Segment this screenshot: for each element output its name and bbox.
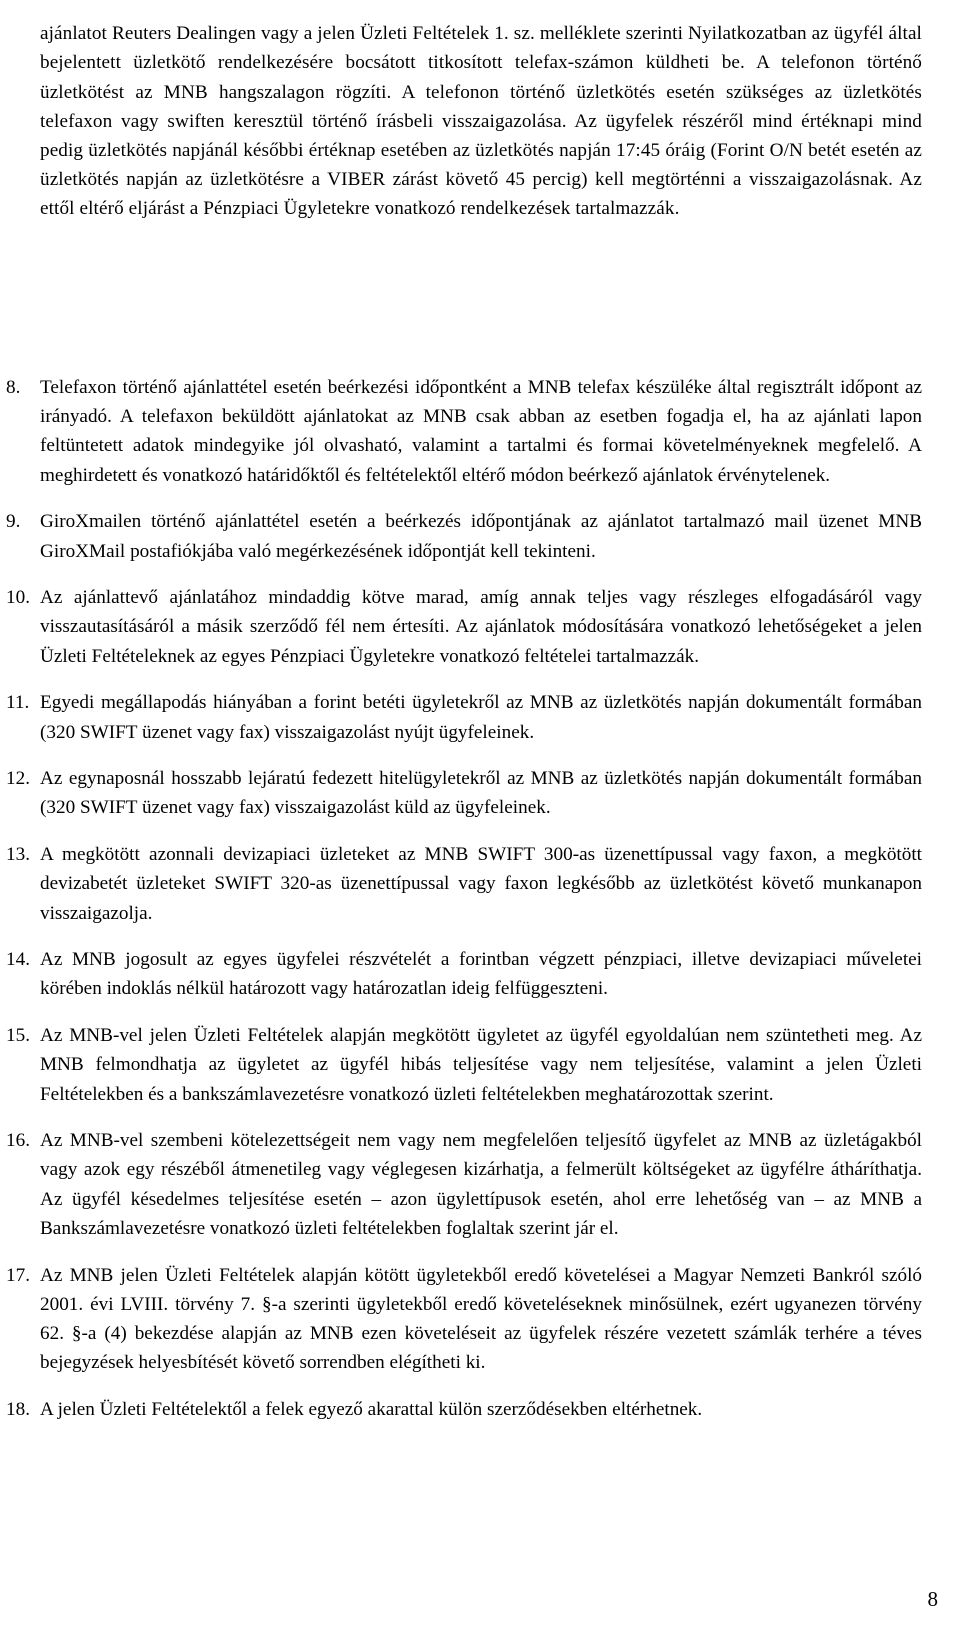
item-text: Az MNB jelen Üzleti Feltételek alapján kötött ügyletekből eredő követelései a Magyar Nemzeti Bankról szóló 2001. évi LVIII. törvény 7. §-a szerinti ügyletekből eredő követeléseknek minősülnek, ezért ugyanezen törvény 62. §-a (4) bekezdése alapján az MNB ezen követeléseit az ügyfelek részére vezetett számlák terhére a téves bejegyzések helyesbítését követő sorrendben elégítheti ki. <box>40 1264 922 1374</box>
intro-paragraph: ajánlatot Reuters Dealingen vagy a jelen Üzleti Feltételek 1. sz. melléklete szerinti Nyilatkozatban az ügyfél által bejelentett üzletkötő rendelkezésére bocsátott titkosított telefax-számon küldheti be. A telefonon történő üzletkötést az MNB hangszalagon rögzíti. A telefonon történő üzletkötés esetén szükséges az üzletkötés telefaxon vagy swiften keresztül történő írásbeli visszaigazolása. Az ügyfelek részéről mind értéknapi mind pedig üzletkötés napjánál későbbi értéknap esetében az üzletkötés napján 17:45 óráig (Forint O/N betét esetén az üzletkötés napján az üzletkötésre a VIBER zárást követő 45 percig) kell megtörténni a visszaigazolásnak. Az ettől eltérő eljárást a Pénzpiaci Ügyletekre vonatkozó rendelkezések tartalmazzák. <box>40 23 922 220</box>
item-number: 12. <box>6 768 30 790</box>
item-text: Az ajánlattevő ajánlatához mindaddig kötve marad, amíg annak teljes vagy részleges elfogadásáról vagy visszautasításáról a másik szerződő fél nem értesíti. Az ajánlatok módosítására vonatkozó lehetőségeket a jelen Üzleti Feltételeknek az egyes Pénzpiaci Ügyletekre vonatkozó feltételei tartalmazzák. <box>40 587 922 667</box>
item-text: Az MNB-vel szembeni kötelezettségeit nem vagy nem megfelelően teljesítő ügyfelet az MNB az üzletágakból vagy azok egy részéből átmenetileg vagy véglegesen kizárhatja, a felmerült költségeket az ügyfélre átháríthatja. Az ügyfél késedelmes teljesítése esetén – azon ügylettípusok esetén, ahol erre lehetőség van – az MNB a Bankszámlavezetésre vonatkozó üzleti feltételekben foglaltak szerint jár el. <box>40 1130 922 1239</box>
list-item <box>0 507 922 565</box>
page-number: 8 <box>927 1587 938 1611</box>
item-text: A jelen Üzleti Feltételektől a felek egyező akarattal külön szerződésekben eltérhetnek. <box>40 1398 703 1420</box>
list-item <box>0 945 922 1003</box>
item-number: 11. <box>6 692 30 714</box>
item-number: 14. <box>6 949 30 971</box>
numbered-list <box>0 373 960 1442</box>
list-item <box>0 1395 922 1424</box>
item-number: 18. <box>6 1398 30 1420</box>
list-item <box>0 840 922 928</box>
item-text: Az egynaposnál hosszabb lejáratú fedezett hitelügyletekről az MNB az üzletkötés napján dokumentált formában (320 SWIFT üzenet vagy fax) visszaigazolást küld az ügyfeleinek. <box>40 768 922 819</box>
item-number: 15. <box>6 1025 30 1047</box>
item-text: A megkötött azonnali devizapiaci üzleteket az MNB SWIFT 300-as üzenettípussal vagy faxon, a megkötött devizabetét üzleteket SWIFT 320-as üzenettípussal vagy faxon legkésőbb az üzletkötést követő munkanapon visszaigazolja. <box>40 844 922 924</box>
list-item <box>0 688 922 746</box>
item-number: 17. <box>6 1264 30 1286</box>
list-item <box>0 1126 922 1243</box>
item-number: 10. <box>6 587 30 609</box>
item-number: 13. <box>6 844 30 866</box>
list-item <box>0 583 922 671</box>
item-text: Egyedi megállapodás hiányában a forint betéti ügyletekről az MNB az üzletkötés napján dokumentált formában (320 SWIFT üzenet vagy fax) visszaigazolást nyújt ügyfeleinek. <box>40 692 922 743</box>
list-item <box>0 373 922 490</box>
item-number: 9. <box>6 511 21 533</box>
item-text: Az MNB-vel jelen Üzleti Feltételek alapján megkötött ügyletet az ügyfél egyoldalúan nem szüntetheti meg. Az MNB felmondhatja az ügyletet az ügyfél hibás teljesítése vagy nem teljesítése, valamint a jelen Üzleti Feltételekben és a bankszámlavezetésre vonatkozó üzleti feltételekben meghatározottak szerint. <box>40 1025 922 1105</box>
list-item <box>0 1021 922 1109</box>
item-text: Az MNB jogosult az egyes ügyfelei részvételét a forintban végzett pénzpiaci, illetve devizapiaci műveletei körében indoklás nélkül határozott vagy határozatlan ideig felfüggeszteni. <box>40 949 922 1000</box>
item-text: Telefaxon történő ajánlattétel esetén beérkezési időpontként a MNB telefax készüléke által regisztrált időpont az irányadó. A telefaxon beküldött ajánlatokat az MNB csak abban az esetben fogadja el, ha az ajánlati lapon feltüntetett adatok mindegyike jól olvasható, valamint a tartalmi és formai követelményeknek megfelelő. A meghirdetett és vonatkozó határidőktől és feltételektől eltérő módon beérkező ajánlatok érvénytelenek. <box>40 377 922 486</box>
list-item <box>0 764 922 822</box>
item-number: 8. <box>6 377 21 398</box>
item-text: GiroXmailen történő ajánlattétel esetén a beérkezés időpontjának az ajánlatot tartalmazó mail üzenet MNB GiroXMail postafiókjába való megérkezésének időpontját kell tekinteni. <box>40 511 922 562</box>
list-item <box>0 1261 922 1378</box>
item-number: 16. <box>6 1130 30 1152</box>
